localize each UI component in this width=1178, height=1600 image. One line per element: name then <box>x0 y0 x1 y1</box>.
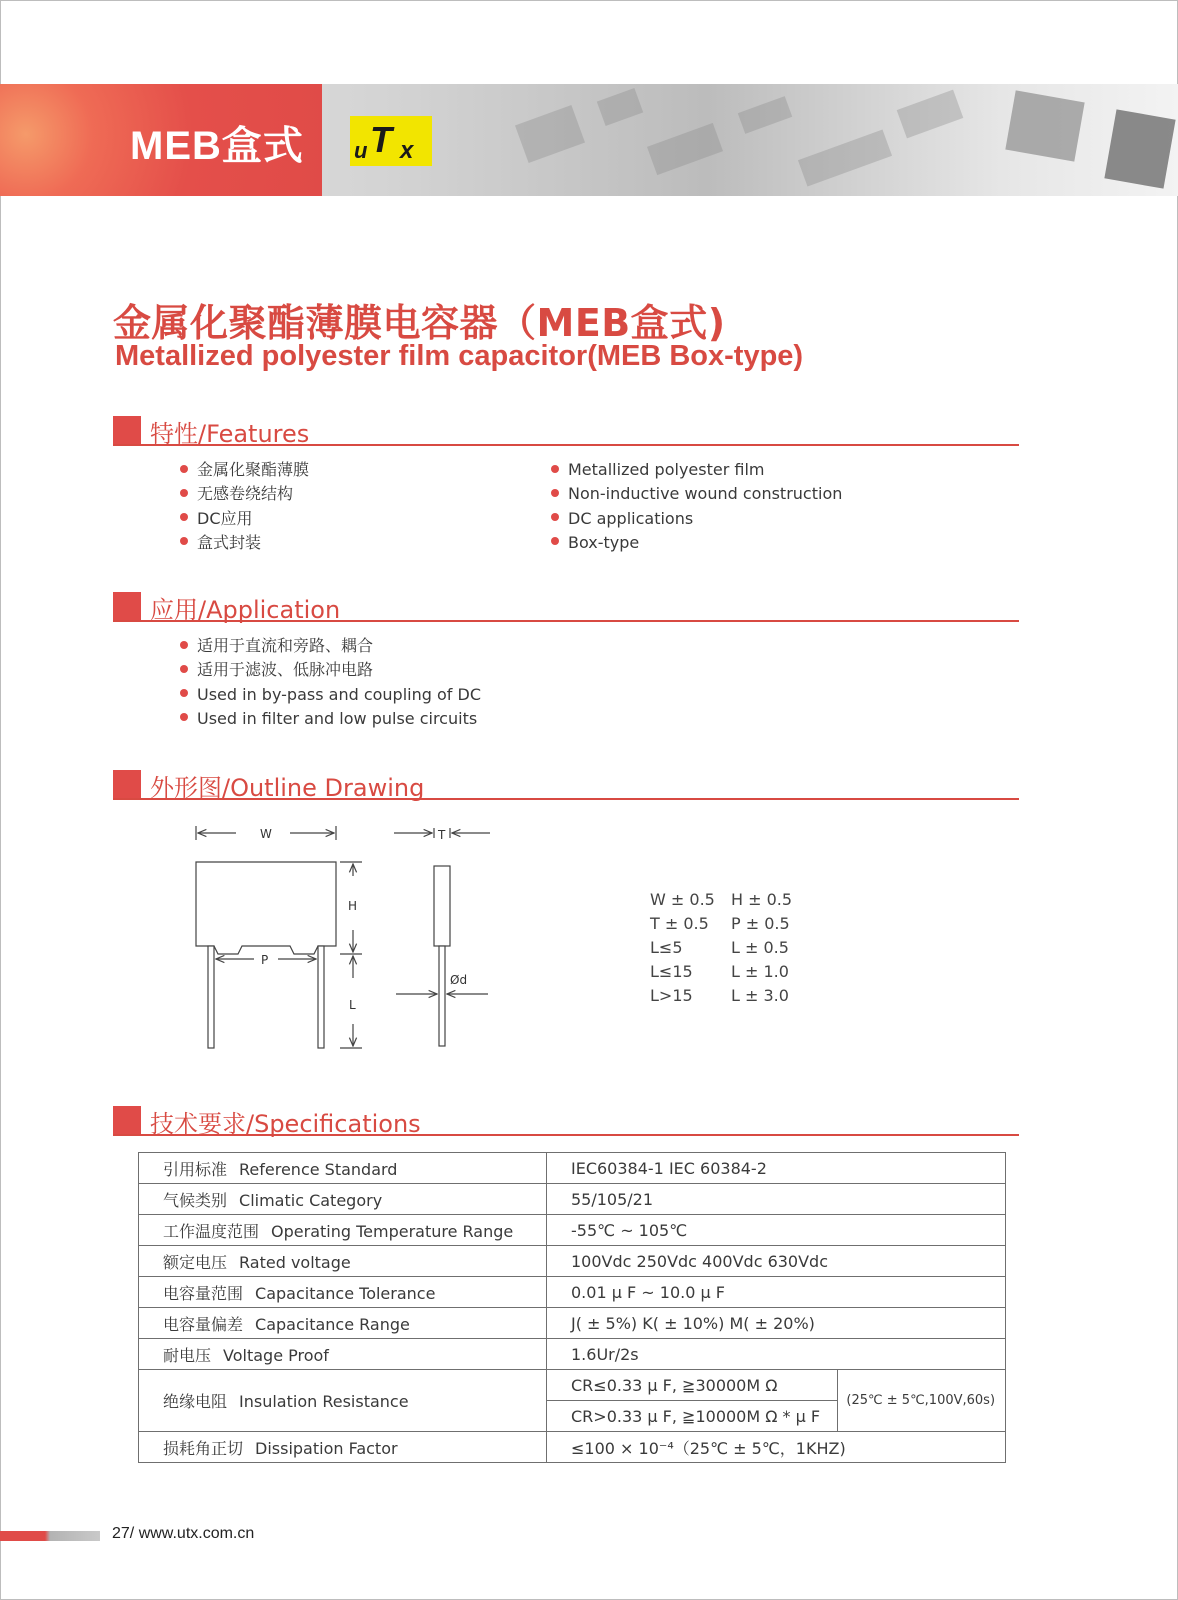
product-title-en: Metallized polyester film capacitor(MEB Box-type) <box>115 340 804 372</box>
dim-label-w: W <box>260 827 272 841</box>
footer-page-url: 27/ www.utx.com.cn <box>112 1525 255 1542</box>
list-item: DC applications <box>551 507 842 531</box>
list-item: Non-inductive wound construction <box>551 482 842 506</box>
list-item: Used in by-pass and coupling of DC <box>180 683 481 707</box>
table-row <box>139 1370 1006 1401</box>
features-list-en <box>551 458 842 555</box>
bullet-icon <box>180 689 188 697</box>
outline-drawing <box>180 826 520 1076</box>
bullet-icon <box>180 465 188 473</box>
table-row <box>139 1277 1006 1308</box>
spec-value: 1.6Ur/2s <box>547 1339 1006 1370</box>
section-features-heading <box>113 414 1019 446</box>
spec-value: 55/105/21 <box>547 1184 1006 1215</box>
dim-label-t: T <box>438 828 446 842</box>
list-item: DC应用 <box>180 507 309 531</box>
section-outline-heading <box>113 768 1019 800</box>
list-item: 无感卷绕结构 <box>180 482 309 506</box>
svg-text:T: T <box>370 119 392 160</box>
list-item: 盒式封装 <box>180 531 309 555</box>
bullet-icon <box>551 513 559 521</box>
list-item: 适用于滤波、低脉冲电路 <box>180 658 481 682</box>
bullet-icon <box>180 641 188 649</box>
tolerance-row: L≤15 L ± 1.0 <box>650 962 789 981</box>
table-row <box>139 1153 1006 1184</box>
section-specifications-heading <box>113 1104 1019 1136</box>
bullet-icon <box>180 537 188 545</box>
spec-label: 引用标准 Reference Standard <box>139 1153 547 1184</box>
application-list <box>180 634 481 731</box>
utx-logo <box>350 116 432 166</box>
table-row <box>139 1339 1006 1370</box>
spec-value: CR>0.33 μ F, ≧10000M Ω * μ F <box>547 1401 838 1432</box>
spec-value: ≤100 × 10⁻⁴（25℃ ± 5℃，1KHZ) <box>547 1432 1006 1463</box>
table-row <box>139 1432 1006 1463</box>
spec-value: IEC60384-1 IEC 60384-2 <box>547 1153 1006 1184</box>
section-application-heading <box>113 590 1019 622</box>
spec-value: -55℃ ~ 105℃ <box>547 1215 1006 1246</box>
dim-label-d: Ød <box>450 973 468 987</box>
section-title: 外形图/Outline Drawing <box>150 774 425 802</box>
tolerance-list <box>650 888 792 1008</box>
spec-label: 绝缘电阻 Insulation Resistance <box>139 1370 547 1432</box>
bullet-icon <box>551 489 559 497</box>
dim-label-l: L <box>349 998 356 1012</box>
section-title: 特性/Features <box>150 420 310 448</box>
table-row <box>139 1215 1006 1246</box>
section-marker <box>113 416 141 444</box>
section-title: 技术要求/Specifications <box>150 1110 421 1138</box>
header-banner <box>0 84 1178 196</box>
spec-label: 电容量偏差 Capacitance Range <box>139 1308 547 1339</box>
table-row <box>139 1246 1006 1277</box>
spec-label: 损耗角正切 Dissipation Factor <box>139 1432 547 1463</box>
section-title: 应用/Application <box>150 596 341 624</box>
footer-bar <box>0 1531 100 1541</box>
section-marker <box>113 1106 141 1134</box>
section-marker <box>113 770 141 798</box>
tolerance-row: T ± 0.5 P ± 0.5 <box>650 914 790 933</box>
spec-value: 100Vdc 250Vdc 400Vdc 630Vdc <box>547 1246 1006 1277</box>
spec-label: 耐电压 Voltage Proof <box>139 1339 547 1370</box>
tolerance-row: L>15 L ± 3.0 <box>650 986 789 1005</box>
svg-text:x: x <box>400 137 414 164</box>
spec-label: 额定电压 Rated voltage <box>139 1246 547 1277</box>
spec-label: 电容量范围 Capacitance Tolerance <box>139 1277 547 1308</box>
list-item: 金属化聚酯薄膜 <box>180 458 309 482</box>
bullet-icon <box>180 489 188 497</box>
spec-label: 气候类别 Climatic Category <box>139 1184 547 1215</box>
spec-note: (25℃ ± 5℃,100V,60s) <box>838 1370 1006 1432</box>
table-row <box>139 1308 1006 1339</box>
section-marker <box>113 592 141 620</box>
features-list-cn <box>180 458 309 555</box>
product-title-cn: 金属化聚酯薄膜电容器（MEB盒式) <box>113 301 726 345</box>
bullet-icon <box>180 513 188 521</box>
list-item: 适用于直流和旁路、耦合 <box>180 634 481 658</box>
list-item: Used in filter and low pulse circuits <box>180 707 481 731</box>
spec-value: 0.01 μ F ~ 10.0 μ F <box>547 1277 1006 1308</box>
dim-label-h: H <box>348 899 358 913</box>
bullet-icon <box>551 465 559 473</box>
bullet-icon <box>180 713 188 721</box>
tolerance-row: W ± 0.5 H ± 0.5 <box>650 890 793 909</box>
specifications-table <box>138 1152 1006 1463</box>
svg-text:u: u <box>354 138 368 163</box>
spec-label: 工作温度范围 Operating Temperature Range <box>139 1215 547 1246</box>
bullet-icon <box>551 537 559 545</box>
list-item: Box-type <box>551 531 842 555</box>
list-item: Metallized polyester film <box>551 458 842 482</box>
bullet-icon <box>180 665 188 673</box>
tolerance-row: L≤5 L ± 0.5 <box>650 938 789 957</box>
dim-label-p: P <box>261 953 269 967</box>
spec-value: J( ± 5%) K( ± 10%) M( ± 20%) <box>547 1308 1006 1339</box>
table-row <box>139 1184 1006 1215</box>
banner-title: MEB盒式 <box>130 124 304 168</box>
spec-value: CR≤0.33 μ F, ≧30000M Ω <box>547 1370 838 1401</box>
